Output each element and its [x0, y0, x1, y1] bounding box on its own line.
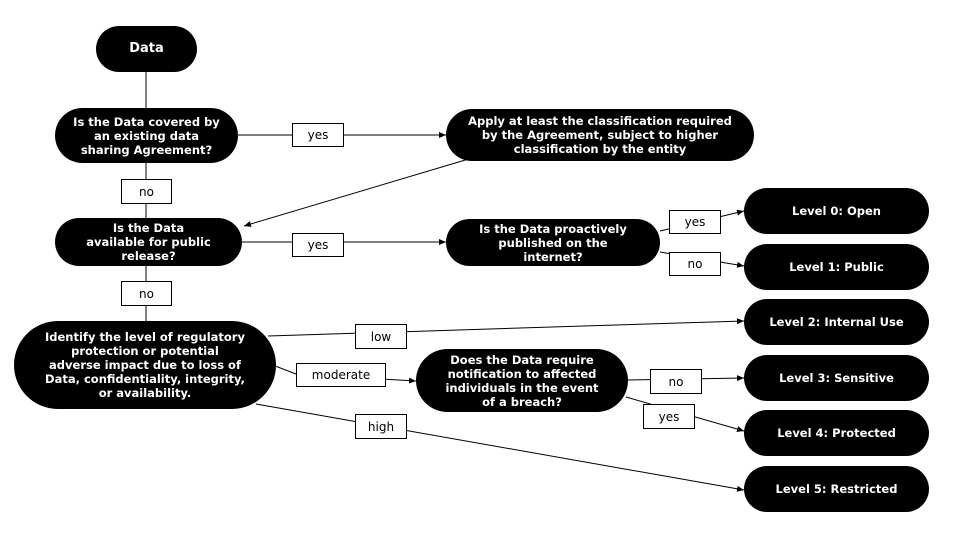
level-5-label: Level 5: Restricted [775, 482, 898, 496]
level-0-open-node [744, 188, 929, 234]
connector-impact-low [268, 321, 744, 336]
level-4-protected-node [744, 410, 929, 456]
edge-label-agreement-no: no [121, 179, 172, 204]
level-5-restricted-node [744, 466, 929, 512]
edge-label-published-yes: yes [669, 210, 721, 234]
root-node-label: Data [129, 41, 164, 56]
breach-question-node [416, 349, 628, 412]
apply-agreement-node [446, 109, 754, 161]
public-release-question-label: Is the Data available for public release? [86, 221, 211, 263]
level-4-label: Level 4: Protected [777, 426, 896, 440]
agreement-question-label: Is the Data covered by an existing data sharing Agreement? [73, 114, 220, 157]
level-3-label: Level 3: Sensitive [779, 371, 894, 385]
level-3-sensitive-node [744, 355, 929, 401]
level-2-label: Level 2: Internal Use [769, 315, 904, 329]
edge-label-breach-yes: yes [643, 404, 695, 429]
level-1-label: Level 1: Public [789, 260, 884, 274]
edge-label-impact-low: low [355, 324, 407, 349]
public-release-question-node [55, 218, 242, 266]
edge-label-published-no: no [669, 252, 721, 276]
level-0-label: Level 0: Open [792, 204, 881, 218]
edge-label-agreement-yes: yes [292, 123, 344, 147]
apply-agreement-label: Apply at least the classification required by the Agreement, subject to higher classification by the entity [468, 114, 732, 156]
breach-question-label: Does the Data require notification to affected individuals in the event of a breach? [445, 352, 599, 409]
agreement-question-node [55, 108, 238, 163]
published-question-label: Is the Data proactively published on the internet? [479, 221, 627, 264]
root-node-data [96, 26, 197, 72]
level-2-internal-use-node [744, 299, 929, 345]
published-question-node [446, 219, 660, 266]
edge-label-public-no: no [121, 281, 172, 306]
edge-label-impact-moderate: moderate [296, 363, 386, 387]
edge-label-public-yes: yes [292, 233, 344, 257]
level-1-public-node [744, 244, 929, 290]
identify-impact-node [14, 321, 276, 409]
edge-label-impact-high: high [355, 414, 407, 439]
identify-impact-label: Identify the level of regulatory protection or potential adverse impact due to loss of Data, confidentiality, integrity, or availability. [45, 330, 245, 400]
edge-label-breach-no: no [650, 369, 702, 394]
connector-agreement-to-public-question [244, 158, 472, 226]
